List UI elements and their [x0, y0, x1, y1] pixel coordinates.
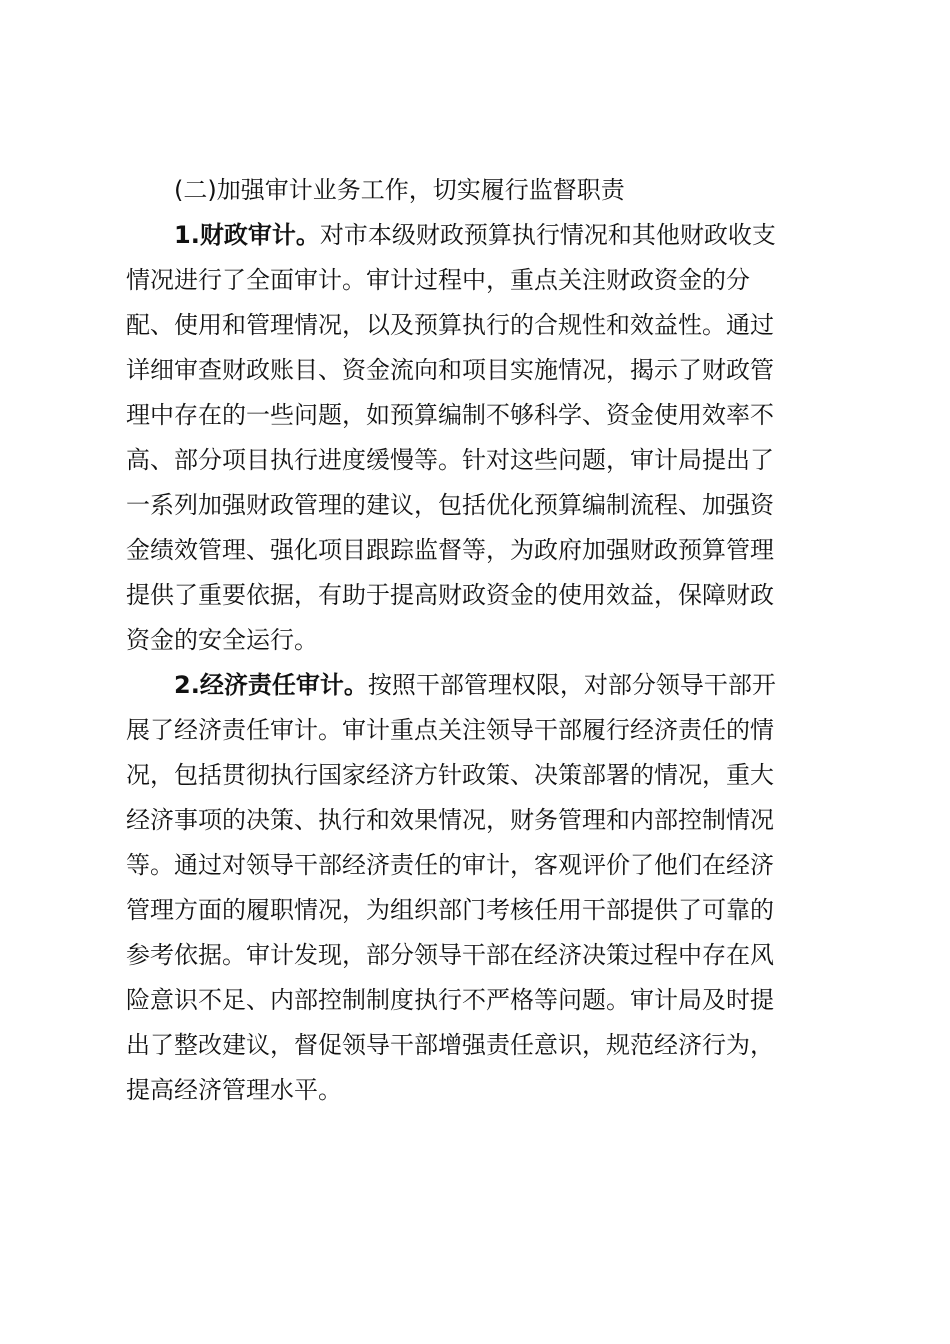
paragraph-economic-responsibility-audit [126, 663, 822, 1113]
paragraph-line: 展了经济责任审计。审计重点关注领导干部履行经济责任的情 [126, 716, 774, 744]
paragraph-text: 对市本级财政预算执行情况和其他财政收支 [319, 221, 776, 249]
paragraph-line: 资金的安全运行。 [126, 626, 318, 654]
paragraph-line: 理中存在的一些问题，如预算编制不够科学、资金使用效率不 [126, 401, 774, 429]
paragraph-line [126, 663, 822, 708]
paragraph-title: 1.财政审计。 [174, 221, 320, 249]
section-heading: (二)加强审计业务工作，切实履行监督职责 [174, 176, 625, 204]
paragraph-line: 参考依据。审计发现，部分领导干部在经济决策过程中存在风 [126, 941, 774, 969]
paragraph-line: 等。通过对领导干部经济责任的审计，客观评价了他们在经济 [126, 851, 774, 879]
paragraph-line: 出了整改建议，督促领导干部增强责任意识，规范经济行为， [126, 1031, 774, 1059]
paragraph-line: 一系列加强财政管理的建议，包括优化预算编制流程、加强资 [126, 491, 774, 519]
paragraph-line: 况，包括贯彻执行国家经济方针政策、决策部署的情况，重大 [126, 761, 774, 789]
paragraph-line: 管理方面的履职情况，为组织部门考核任用干部提供了可靠的 [126, 896, 774, 924]
paragraph-line [126, 213, 822, 258]
paragraph-line: 提高经济管理水平。 [126, 1076, 342, 1104]
paragraph-line: 配、使用和管理情况，以及预算执行的合规性和效益性。通过 [126, 311, 774, 339]
paragraph-line: 险意识不足、内部控制制度执行不严格等问题。审计局及时提 [126, 986, 774, 1014]
paragraph-line: 提供了重要依据，有助于提高财政资金的使用效益，保障财政 [126, 581, 774, 609]
paragraph-line: 经济事项的决策、执行和效果情况，财务管理和内部控制情况 [126, 806, 774, 834]
paragraph-line: 金绩效管理、强化项目跟踪监督等，为政府加强财政预算管理 [126, 536, 774, 564]
document-body [126, 168, 822, 1113]
paragraph-title: 2.经济责任审计。 [174, 671, 368, 699]
paragraph-text: 按照干部管理权限，对部分领导干部开 [367, 671, 776, 699]
paragraph-line: 情况进行了全面审计。审计过程中，重点关注财政资金的分 [126, 266, 750, 294]
paragraph-line: 详细审查财政账目、资金流向和项目实施情况，揭示了财政管 [126, 356, 774, 384]
paragraph-line: 高、部分项目执行进度缓慢等。针对这些问题，审计局提出了 [126, 446, 774, 474]
paragraph-fiscal-audit [126, 213, 822, 663]
